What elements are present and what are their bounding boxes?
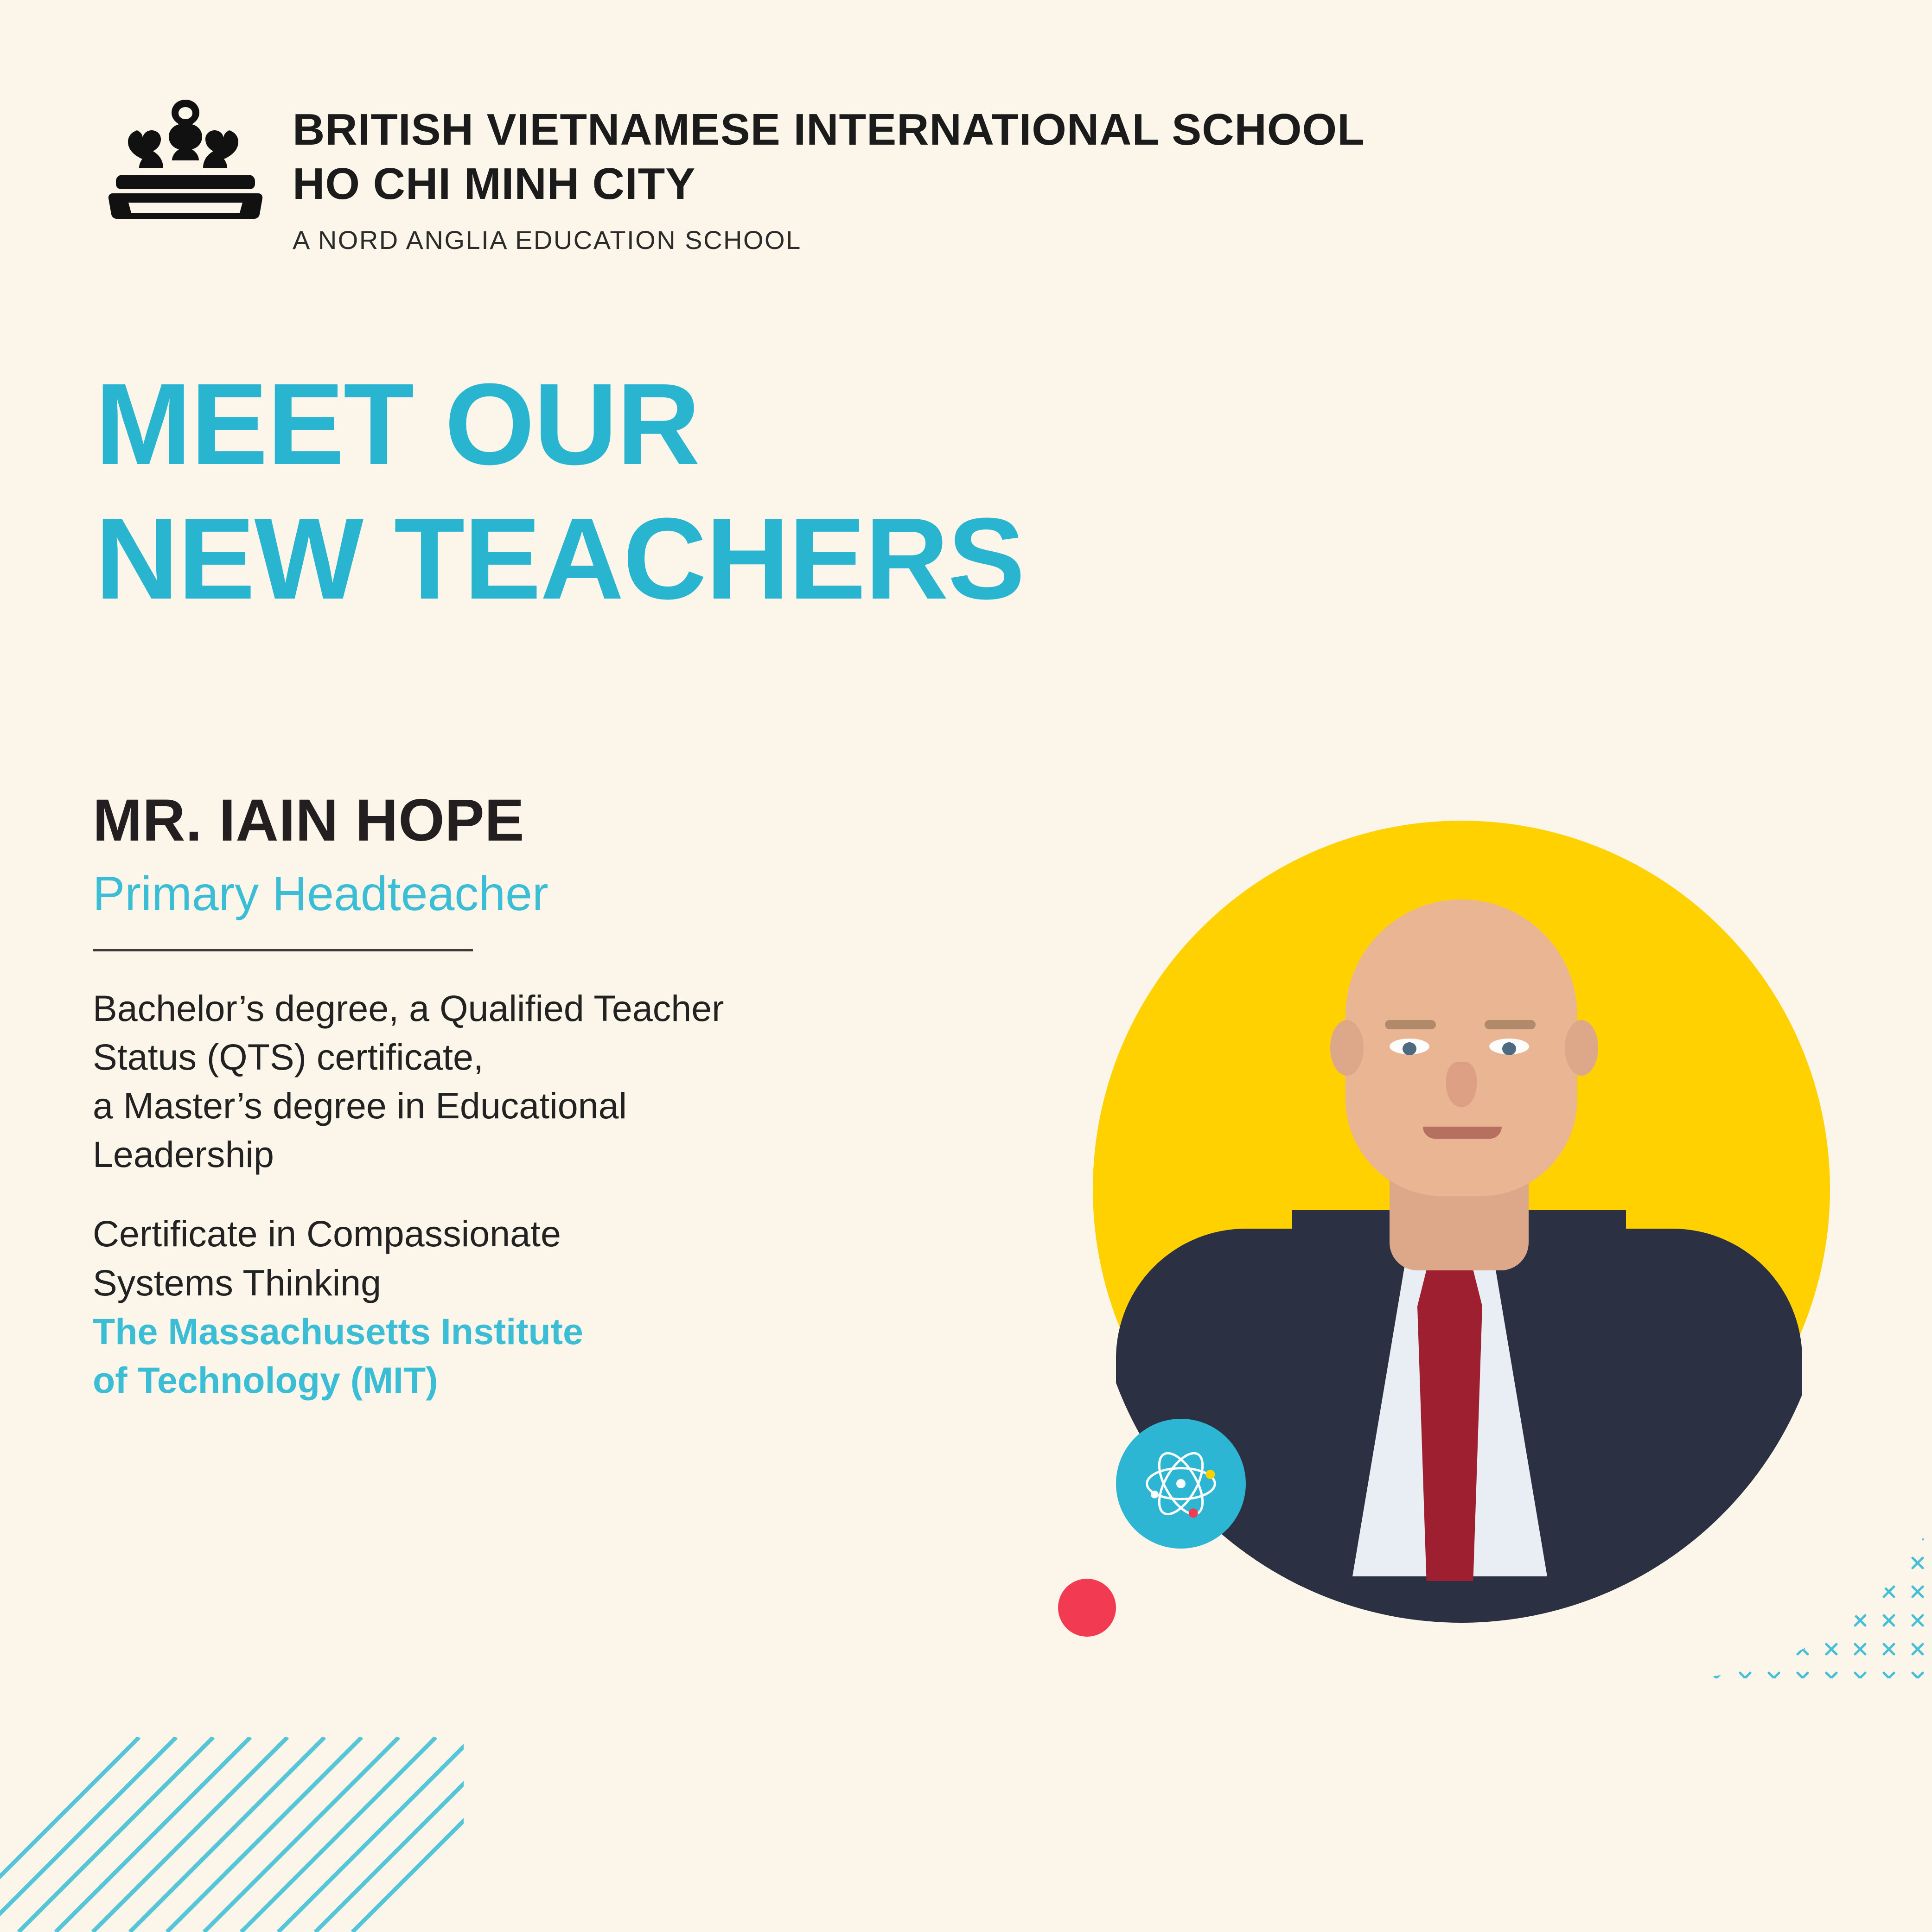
teacher-role: Primary Headteacher bbox=[93, 867, 548, 921]
teacher-name: MR. IAIN HOPE bbox=[93, 787, 524, 854]
school-name-line2: HO CHI MINH CITY bbox=[293, 159, 696, 209]
brand-header bbox=[95, 90, 1365, 255]
atom-badge-icon bbox=[1116, 1419, 1246, 1549]
qualification-line: a Master’s degree in Educational bbox=[93, 1085, 627, 1127]
qualification-line: Status (QTS) certificate, bbox=[93, 1036, 484, 1078]
qualification-block-1 bbox=[93, 984, 974, 1179]
crown-book-logo-icon bbox=[95, 90, 276, 230]
teacher-info-block bbox=[93, 788, 974, 1404]
diagonal-stripes-decoration bbox=[0, 1737, 464, 1932]
qualification-line: Systems Thinking bbox=[93, 1262, 382, 1303]
brand-text-block bbox=[293, 90, 1365, 255]
red-dot-decoration bbox=[1058, 1579, 1116, 1637]
divider-rule bbox=[93, 949, 473, 951]
brand-tagline: A NORD ANGLIA EDUCATION SCHOOL bbox=[293, 225, 802, 255]
institution-line: of Technology (MIT) bbox=[93, 1359, 438, 1401]
page-title bbox=[95, 357, 1024, 626]
qualification-line: Leadership bbox=[93, 1134, 274, 1175]
qualification-block-2 bbox=[93, 1209, 974, 1404]
headline-line-2: NEW TEACHERS bbox=[95, 494, 1024, 623]
qualification-line: Certificate in Compassionate bbox=[93, 1213, 561, 1255]
school-name-line1: BRITISH VIETNAMESE INTERNATIONAL SCHOOL bbox=[293, 105, 1365, 154]
qualification-line: Bachelor’s degree, a Qualified Teacher bbox=[93, 988, 724, 1029]
x-pattern-decoration bbox=[1645, 1261, 1932, 1678]
institution-line: The Massachusetts Institute bbox=[93, 1310, 583, 1352]
headline-line-1: MEET OUR bbox=[95, 359, 700, 489]
